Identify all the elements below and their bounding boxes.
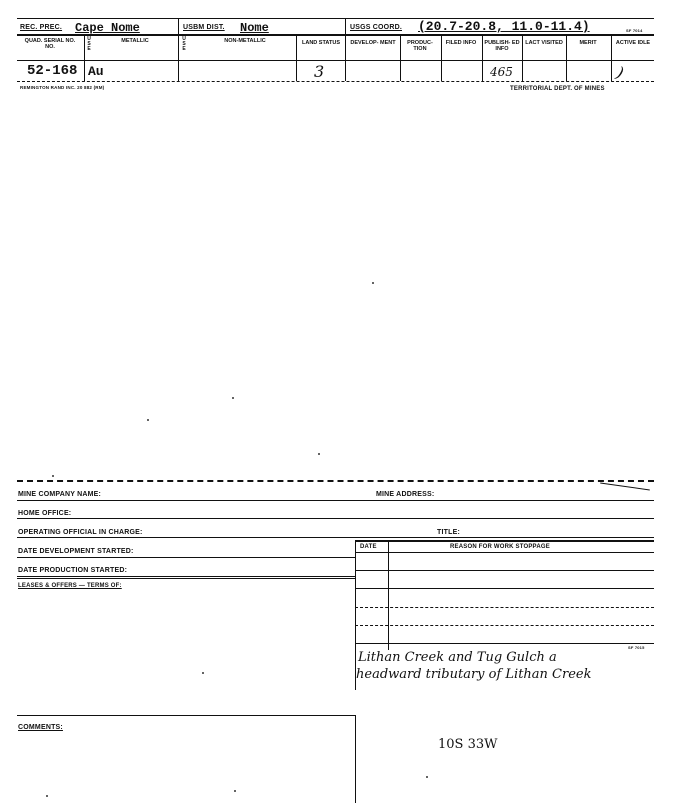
comments-handwritten-note: 10S 33W: [438, 737, 498, 752]
rule-home-office: [17, 518, 654, 519]
col-divider-g: [566, 34, 567, 81]
col-divider-b: [296, 34, 297, 81]
dept-note: TERRITORIAL DEPT. OF MINES: [510, 86, 605, 92]
col-divider-f: [522, 34, 523, 81]
col-divider-e: [482, 34, 483, 81]
handwritten-location-line-2: headward tributary of Lithan Creek: [356, 667, 592, 682]
stoppage-date-divider: [388, 540, 389, 650]
stoppage-row-4: [355, 625, 654, 626]
header-bottom-rule: [17, 81, 654, 82]
rule-prod-started-2: [17, 578, 355, 579]
printer-note: REMINGTON RAND INC. 20 882 (RM): [20, 85, 105, 90]
form-code-lower: SF 7015: [628, 645, 645, 650]
speck: [232, 397, 234, 399]
stoppage-row-3: [355, 607, 654, 608]
col-merit: MERIT: [579, 40, 597, 46]
header-divider-1: [178, 18, 179, 81]
header-divider-2: [345, 18, 346, 81]
rule-company: [17, 500, 654, 501]
col-divider-h: [611, 34, 612, 81]
rule-dev-started: [17, 557, 355, 558]
col-development: DEVELOP- MENT: [350, 40, 396, 46]
usgs-coord-value: (20.7-20.8, 11.0-11.4): [418, 19, 590, 34]
stoppage-row-1: [355, 570, 654, 571]
comments-top-rule: [17, 715, 355, 716]
row-active-idle: ): [613, 62, 627, 83]
row-quad-serial: 52-168: [27, 63, 78, 79]
col-published-info: PUBLISH- ED INFO: [484, 40, 520, 52]
form-code-top: SF 7014: [626, 28, 643, 33]
home-office-label: HOME OFFICE:: [18, 510, 72, 517]
rec-prec-label: REC. PREC.: [20, 24, 63, 31]
stoppage-header-rule: [355, 552, 654, 553]
comments-right-border: [355, 715, 356, 803]
date-col-label: DATE: [360, 544, 377, 550]
col-non-metallic: NON-METALLIC: [224, 38, 266, 44]
col-last-visited: LACT VISITED: [525, 40, 563, 46]
speck: [318, 453, 320, 455]
mine-company-name-label: MINE COMPANY NAME:: [18, 491, 102, 498]
speck: [372, 282, 374, 284]
speck: [426, 776, 428, 778]
header-row-rule: [17, 60, 654, 61]
rule-official: [17, 537, 654, 538]
usgs-coord-label: USGS COORD.: [350, 24, 402, 31]
col-divider-d: [441, 34, 442, 81]
title-label: TITLE:: [437, 529, 460, 536]
col-divider-a: [84, 34, 85, 81]
speck: [234, 790, 236, 792]
rec-prec-value: Cape Nome: [75, 21, 140, 35]
col-land-status: LAND STATUS: [302, 40, 340, 46]
usbm-dist-label: USBM DIST.: [183, 24, 225, 31]
col-use-b: U S E: [182, 36, 186, 52]
speck: [202, 672, 204, 674]
col-filed-info: FILED INFO: [445, 40, 477, 46]
mine-address-label: MINE ADDRESS:: [376, 491, 435, 498]
col-use-a: U S E: [87, 36, 91, 52]
date-prod-started-label: DATE PRODUCTION STARTED:: [18, 567, 128, 574]
leases-label: LEASES & OFFERS — TERMS OF:: [18, 583, 122, 589]
col-quad-serial: QUAD. SERIAL NO. NO.: [24, 38, 76, 50]
date-dev-started-label: DATE DEVELOPMENT STARTED:: [18, 548, 134, 555]
stoppage-row-2: [355, 588, 654, 589]
comments-label: COMMENTS:: [18, 724, 63, 731]
speck: [46, 795, 48, 797]
row-land-status: 3: [314, 62, 325, 81]
col-divider-c: [400, 34, 401, 81]
rule-prod-started: [17, 576, 355, 577]
handwritten-location-line-1: Lithan Creek and Tug Gulch a: [358, 650, 557, 665]
stray-pen-stroke: [600, 483, 650, 491]
operating-official-label: OPERATING OFFICIAL IN CHARGE:: [18, 529, 143, 536]
usbm-dist-value: Nome: [240, 21, 269, 35]
col-production: PRODUC- TION: [407, 40, 433, 52]
reason-col-label: REASON FOR WORK STOPPAGE: [450, 544, 550, 550]
row-metallic: Au: [88, 64, 104, 79]
speck: [147, 419, 149, 421]
col-metallic: METALLIC: [121, 38, 149, 44]
lower-top-rule: [17, 480, 654, 482]
col-active-idle: ACTIVE IDLE: [615, 40, 651, 46]
row-published-info: 465: [490, 65, 513, 79]
stoppage-top-rule: [355, 540, 654, 542]
speck: [52, 475, 54, 477]
stoppage-row-5: [355, 643, 654, 644]
